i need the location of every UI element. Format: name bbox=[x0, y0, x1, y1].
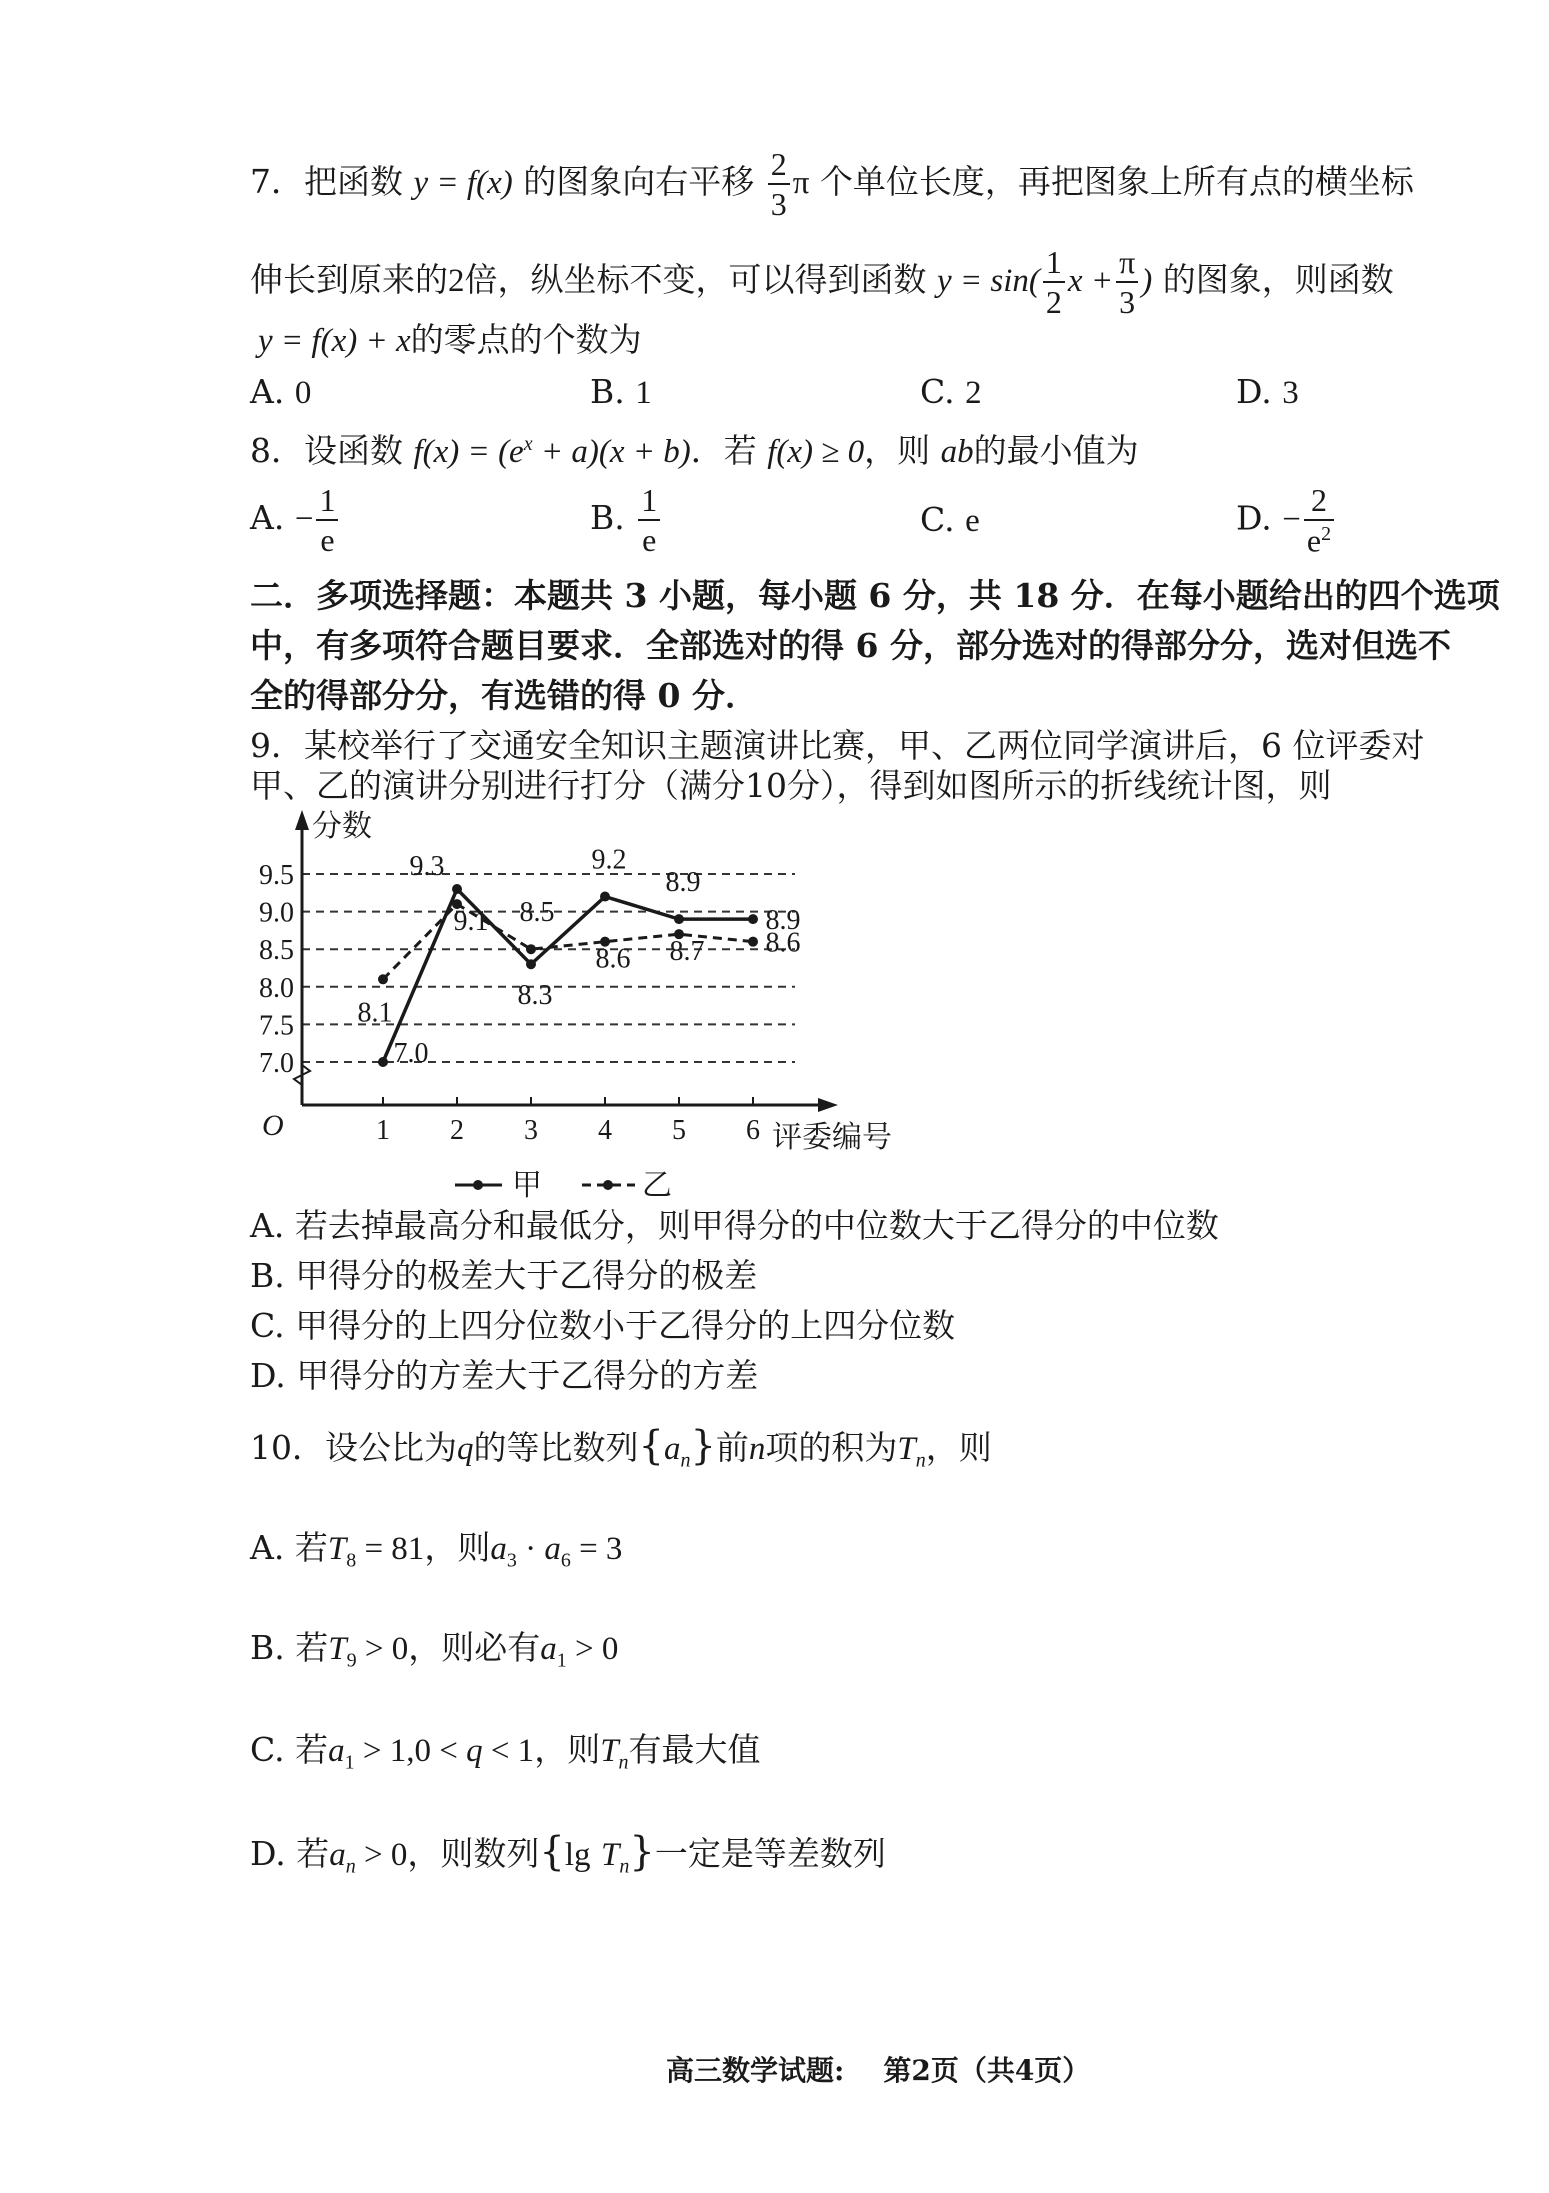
q8-option-b: B. $\frac{1}{e}$ bbox=[590, 484, 663, 556]
y-axis-arrow bbox=[295, 810, 309, 830]
q7-fraction-2-3: $\frac{2}{3}$ bbox=[768, 148, 790, 220]
data-label: 8.3 bbox=[517, 980, 553, 1012]
x-axis-arrow bbox=[818, 1098, 838, 1112]
data-point bbox=[452, 884, 462, 894]
series-line-jia bbox=[383, 889, 753, 1062]
q8-option-d: D. − $\frac{2}{e^2}$ bbox=[1236, 484, 1337, 557]
x-axis-label: 评委编号 bbox=[772, 1121, 892, 1154]
q7-line1: 7．把函数 y = f(x) 的图象向右平移 $\frac{2}{3}$ π 个单位长度，再把图象上所有点的横坐标 bbox=[250, 146, 1414, 222]
y-tick-label: 7.0 bbox=[259, 1048, 294, 1079]
footer-page-number: 第2页（共4页） bbox=[883, 2054, 1091, 2087]
q7-option-c: C. 2 bbox=[920, 372, 982, 411]
q10-option-c: C. 若$a_1 > 1,0 < q < 1$，则$T_n$有最大值 bbox=[250, 1730, 761, 1774]
q9-option-d: D. 甲得分的方差大于乙得分的方差 bbox=[250, 1356, 759, 1395]
score-line-chart bbox=[240, 800, 960, 1200]
x-tick-label: 6 bbox=[746, 1115, 760, 1146]
q9-option-b: B. 甲得分的极差大于乙得分的极差 bbox=[250, 1256, 758, 1295]
q7-fraction-1-2: $\frac{1}{2}$ bbox=[1043, 246, 1065, 318]
q7-line3: y = f(x) + x的零点的个数为 bbox=[258, 320, 642, 359]
q9-option-a: A. 若去掉最高分和最低分，则甲得分的中位数大于乙得分的中位数 bbox=[250, 1206, 1219, 1245]
q7-option-d: D. 3 bbox=[1236, 372, 1299, 411]
q10-option-b: B. 若$T_9 > 0$，则必有$a_1 > 0$ bbox=[250, 1628, 619, 1672]
q9-line1: 9．某校举行了交通安全知识主题演讲比赛，甲、乙两位同学演讲后，6 位评委对 bbox=[250, 726, 1425, 765]
origin-label: O bbox=[262, 1109, 284, 1142]
data-point bbox=[748, 914, 758, 924]
data-label: 9.1 bbox=[453, 906, 489, 938]
y-tick-label: 8.0 bbox=[259, 972, 294, 1004]
data-label: 8.6 bbox=[595, 943, 631, 975]
y-tick-label: 7.5 bbox=[259, 1010, 294, 1042]
q10-stem: 10．设公比为q的等比数列$\{a_n\}$前n项的积为$T_n$，则 bbox=[250, 1423, 992, 1472]
y-tick-label: 9.0 bbox=[259, 897, 294, 929]
footer-exam-title: 高三数学试题: bbox=[666, 2054, 845, 2087]
q7-option-b: B. 1 bbox=[590, 372, 652, 411]
q8-option-c: C. e bbox=[920, 500, 980, 539]
data-label: 8.9 bbox=[665, 867, 701, 899]
page-footer bbox=[666, 2049, 1090, 2089]
q10-option-d: D. 若$a_n > 0$，则数列{lg $T_n$}一定是等差数列 bbox=[250, 1829, 886, 1878]
q7-formula-zeros: y = f(x) + x bbox=[258, 323, 411, 359]
q8-option-a: A. − $\frac{1}{e}$ bbox=[250, 484, 341, 556]
q10-option-a: A. 若$T_8 = 81$，则$a_3 \cdot a_6 = 3$ bbox=[250, 1528, 623, 1572]
section2-line2: 中，有多项符合题目要求．全部选对的得 6 分，部分选对的得部分分，选对但选不 bbox=[250, 626, 1451, 665]
data-point bbox=[748, 937, 758, 947]
q8-line1: 8．设函数 $f(x) = (e^x + a)(x + b)$．若 f(x) ≥ 0，则 ab的最小值为 bbox=[250, 431, 1139, 470]
data-label: 8.9 bbox=[765, 905, 801, 937]
data-point bbox=[526, 944, 536, 954]
section2-line3: 全的得部分分，有选错的得 0 分． bbox=[250, 676, 758, 715]
legend-marker-yi bbox=[603, 1180, 613, 1190]
y-tick-label: 8.5 bbox=[259, 935, 294, 967]
chart-labels bbox=[259, 810, 892, 1154]
data-point bbox=[526, 959, 536, 969]
data-label: 8.6 bbox=[765, 927, 801, 959]
legend-marker-jia bbox=[473, 1180, 483, 1190]
legend-label-jia: 甲 bbox=[512, 1169, 542, 1200]
data-point bbox=[674, 914, 684, 924]
x-tick-label: 4 bbox=[598, 1115, 612, 1146]
q7-line2: 伸长到原来的2倍，纵坐标不变，可以得到函数 y = sin( $\frac{1}{2}$ x + $\frac{\pi}{3}$ ) 的图象，则函数 bbox=[250, 244, 1394, 320]
q7-fraction-pi-3: $\frac{\pi}{3}$ bbox=[1116, 246, 1138, 318]
chart-legend bbox=[455, 1169, 672, 1200]
x-tick-label: 1 bbox=[376, 1115, 390, 1146]
y-axis-label: 分数 bbox=[312, 810, 372, 843]
q7-option-a: A. 0 bbox=[250, 372, 312, 411]
q9-line2: 甲、乙的演讲分别进行打分（满分10分），得到如图所示的折线统计图，则 bbox=[250, 766, 1332, 805]
y-tick-label: 9.5 bbox=[259, 860, 294, 891]
chart-axes bbox=[294, 810, 838, 1112]
q8-formula-condition: f(x) ≥ 0 bbox=[767, 434, 865, 470]
data-label: 8.1 bbox=[357, 997, 393, 1029]
q8-formula-fx: $f(x) = (e^x + a)(x + b)$ bbox=[413, 433, 691, 470]
section2-line1: 二．多项选择题：本题共 3 小题，每小题 6 分，共 18 分．在每小题给出的四个选项 bbox=[250, 576, 1500, 615]
q10-number: 10． bbox=[250, 1428, 325, 1467]
x-tick-label: 3 bbox=[524, 1115, 538, 1146]
q9-option-c: C. 甲得分的上四分位数小于乙得分的上四分位数 bbox=[250, 1306, 956, 1345]
data-label: 8.5 bbox=[519, 897, 555, 929]
data-label: 8.7 bbox=[669, 936, 705, 968]
q8-number: 8． bbox=[250, 431, 304, 470]
data-point bbox=[600, 892, 610, 902]
data-point bbox=[378, 974, 388, 984]
data-label: 7.0 bbox=[393, 1038, 429, 1069]
q7-number: 7． bbox=[250, 162, 304, 201]
legend-label-yi: 乙 bbox=[642, 1169, 672, 1200]
data-label: 9.2 bbox=[591, 844, 627, 876]
data-label: 9.3 bbox=[409, 851, 445, 883]
q7-formula-y-fx: y = f(x) bbox=[413, 165, 513, 201]
x-tick-label: 5 bbox=[672, 1115, 686, 1146]
data-point bbox=[378, 1057, 388, 1067]
q7-formula-sin: y = sin( bbox=[937, 263, 1040, 299]
x-tick-label: 2 bbox=[450, 1115, 464, 1146]
